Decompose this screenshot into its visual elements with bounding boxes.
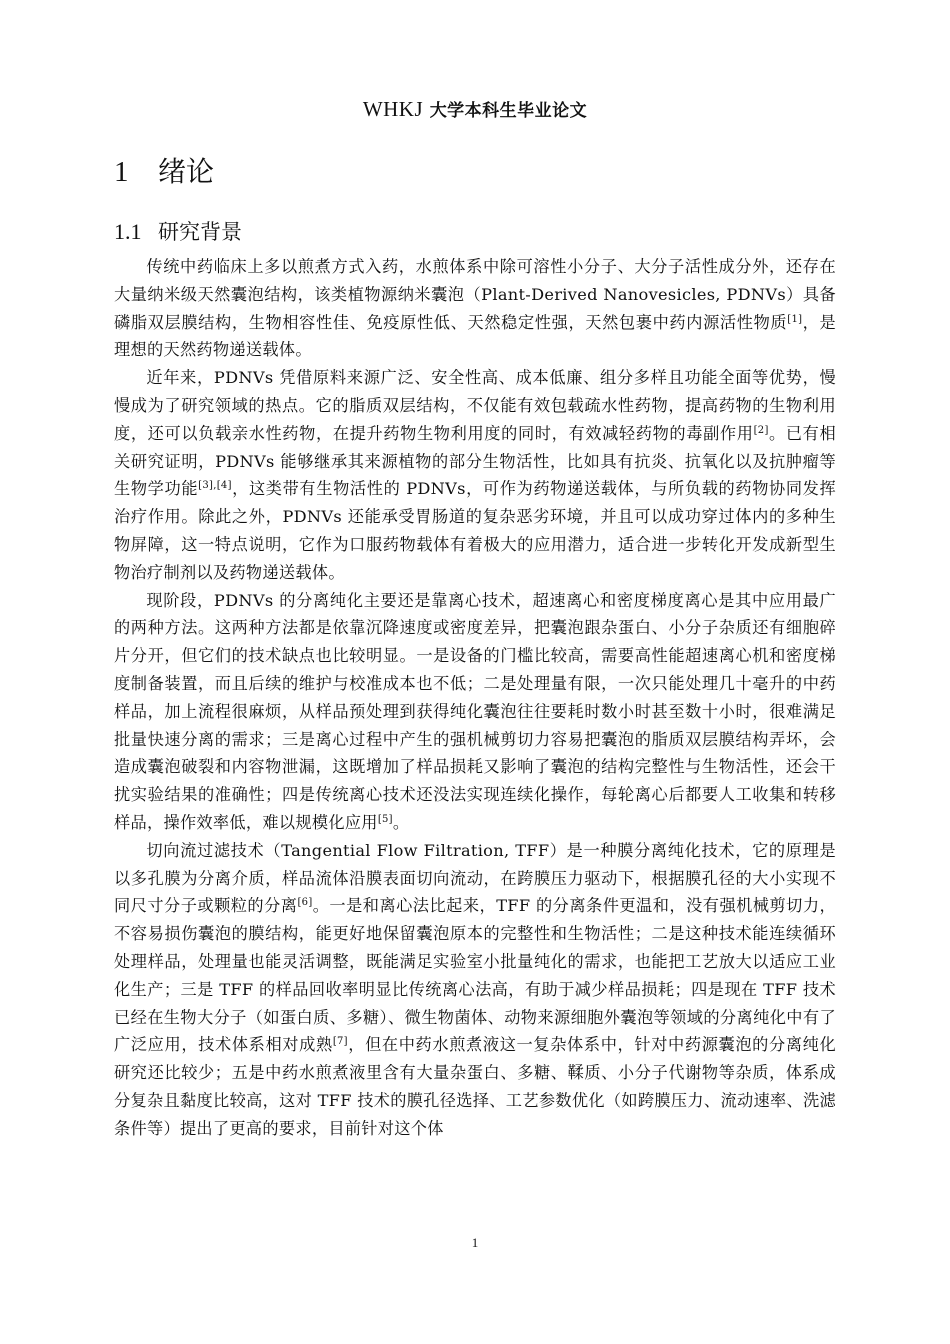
citation-marker: [2]	[753, 424, 769, 436]
chapter-heading	[114, 154, 214, 190]
paragraph-text: 。一是和离心法比起来，TFF 的分离条件更温和，没有强机械剪切力，不容易损伤囊泡的膜结构，能更好地保留囊泡原本的完整性和生物活性；二是这种技术能连续循环处理样品，处理量也能灵活调整，既能满足实验室小批量纯化的需求，也能把工艺放大以适应工业化生产；三是 TFF 的样品回收率明显比传统离心法高，有助于减少样品损耗；四是现在 TFF 技术已经在生物大分子（如蛋白质、多糖）、微生物菌体、动物来源细胞外囊泡等领域的分离纯化中有了广泛应用，技术体系相对成熟	[114, 896, 836, 1055]
running-header	[0, 96, 950, 124]
page-number: 1	[471, 1235, 479, 1250]
section-heading	[114, 217, 242, 247]
section-title: 研究背景	[158, 220, 242, 244]
paragraph-text: 。	[392, 812, 410, 832]
paragraph-text: ，这类带有生物活性的 PDNVs，可作为药物递送载体，与所负载的药物协同发挥治疗作用。除此之外，PDNVs 还能承受胃肠道的复杂恶劣环境，并且可以成功穿过体内的多种生物屏障，这一特点说明，它作为口服药物载体有着极大的应用潜力，适合进一步转化开发成新型生物治疗制剂以及药物递送载体。	[114, 479, 837, 582]
citation-marker: [1]	[787, 313, 803, 325]
section-number: 1.1	[114, 219, 142, 244]
body-text	[114, 253, 836, 1143]
body-paragraph	[114, 253, 836, 364]
citation-marker: [6]	[297, 897, 313, 909]
header-brand: WHKJ	[362, 97, 424, 121]
body-paragraph	[114, 837, 836, 1143]
paragraph-text: 传统中药临床上多以煎煮方式入药，水煎体系中除可溶性小分子、大分子活性成分外，还存在大量纳米级天然囊泡结构，该类植物源纳米囊泡（Plant-Derived Nanovesicles, PDNVs）具备磷脂双层膜结构，生物相容性佳、免疫原性低、天然稳定性强，天然包裹中药内源活性物质	[114, 257, 836, 332]
citation-marker: [3],[4]	[198, 480, 232, 492]
paragraph-text: ，但在中药水煎煮液这一复杂体系中，针对中药源囊泡的分离纯化研究还比较少；五是中药水煎煮液里含有大量杂蛋白、多糖、鞣质、小分子代谢物等杂质，体系成分复杂且黏度比较高，这对 TFF 技术的膜孔径选择、工艺参数优化（如跨膜压力、流动速率、洗滤条件等）提出了更高的要求，目前针对这个体	[114, 1035, 836, 1138]
paragraph-text: 。已有相关研究证明，PDNVs 能够继承其来源植物的部分生物活性，比如具有抗炎、抗氧化以及抗肿瘤等生物学功能	[114, 423, 836, 499]
chapter-number: 1	[114, 156, 129, 188]
body-paragraph	[114, 587, 836, 837]
paragraph-text: ，是理想的天然药物递送载体。	[114, 312, 836, 360]
body-paragraph	[114, 364, 836, 586]
paragraph-text: 切向流过滤技术（Tangential Flow Filtration, TFF）是一种膜分离纯化技术，它的原理是以多孔膜为分离介质，样品流体沿膜表面切向流动，在跨膜压力驱动下，根据膜孔径的大小实现不同尺寸分子或颗粒的分离	[114, 840, 836, 916]
chapter-title: 绪论	[158, 155, 215, 188]
paragraph-text: 现阶段，PDNVs 的分离纯化主要还是靠离心技术，超速离心和密度梯度离心是其中应用最广的两种方法。这两种方法都是依靠沉降速度或密度差异，把囊泡跟杂蛋白、小分子杂质还有细胞碎片分开，但它们的技术缺点也比较明显。一是设备的门槛比较高，需要高性能超速离心机和密度梯度制备装置，而且后续的维护与校准成本也不低；二是处理量有限，一次只能处理几十毫升的中药样品，加上流程很麻烦，从样品预处理到获得纯化囊泡往往要耗时数小时甚至数十小时，很难满足批量快速分离的需求；三是离心过程中产生的强机械剪切力容易把囊泡的脂质双层膜结构弄坏，会造成囊泡破裂和内容物泄漏，这既增加了样品损耗又影响了囊泡的结构完整性与生物活性，还会干扰实验结果的准确性；四是传统离心技术还没法实现连续化操作，每轮离心后都要人工收集和转移样品，操作效率低，难以规模化应用	[114, 590, 836, 832]
citation-marker: [5]	[377, 813, 393, 825]
citation-marker: [7]	[332, 1036, 348, 1048]
header-title: 大学本科生毕业论文	[429, 101, 588, 121]
paragraph-text: 近年来，PDNVs 凭借原料来源广泛、安全性高、成本低廉、组分多样且功能全面等优势，慢慢成为了研究领域的热点。它的脂质双层结构，不仅能有效包载疏水性药物，提高药物的生物利用度，还可以负载亲水性药物，在提升药物生物利用度的同时，有效减轻药物的毒副作用	[114, 368, 836, 443]
